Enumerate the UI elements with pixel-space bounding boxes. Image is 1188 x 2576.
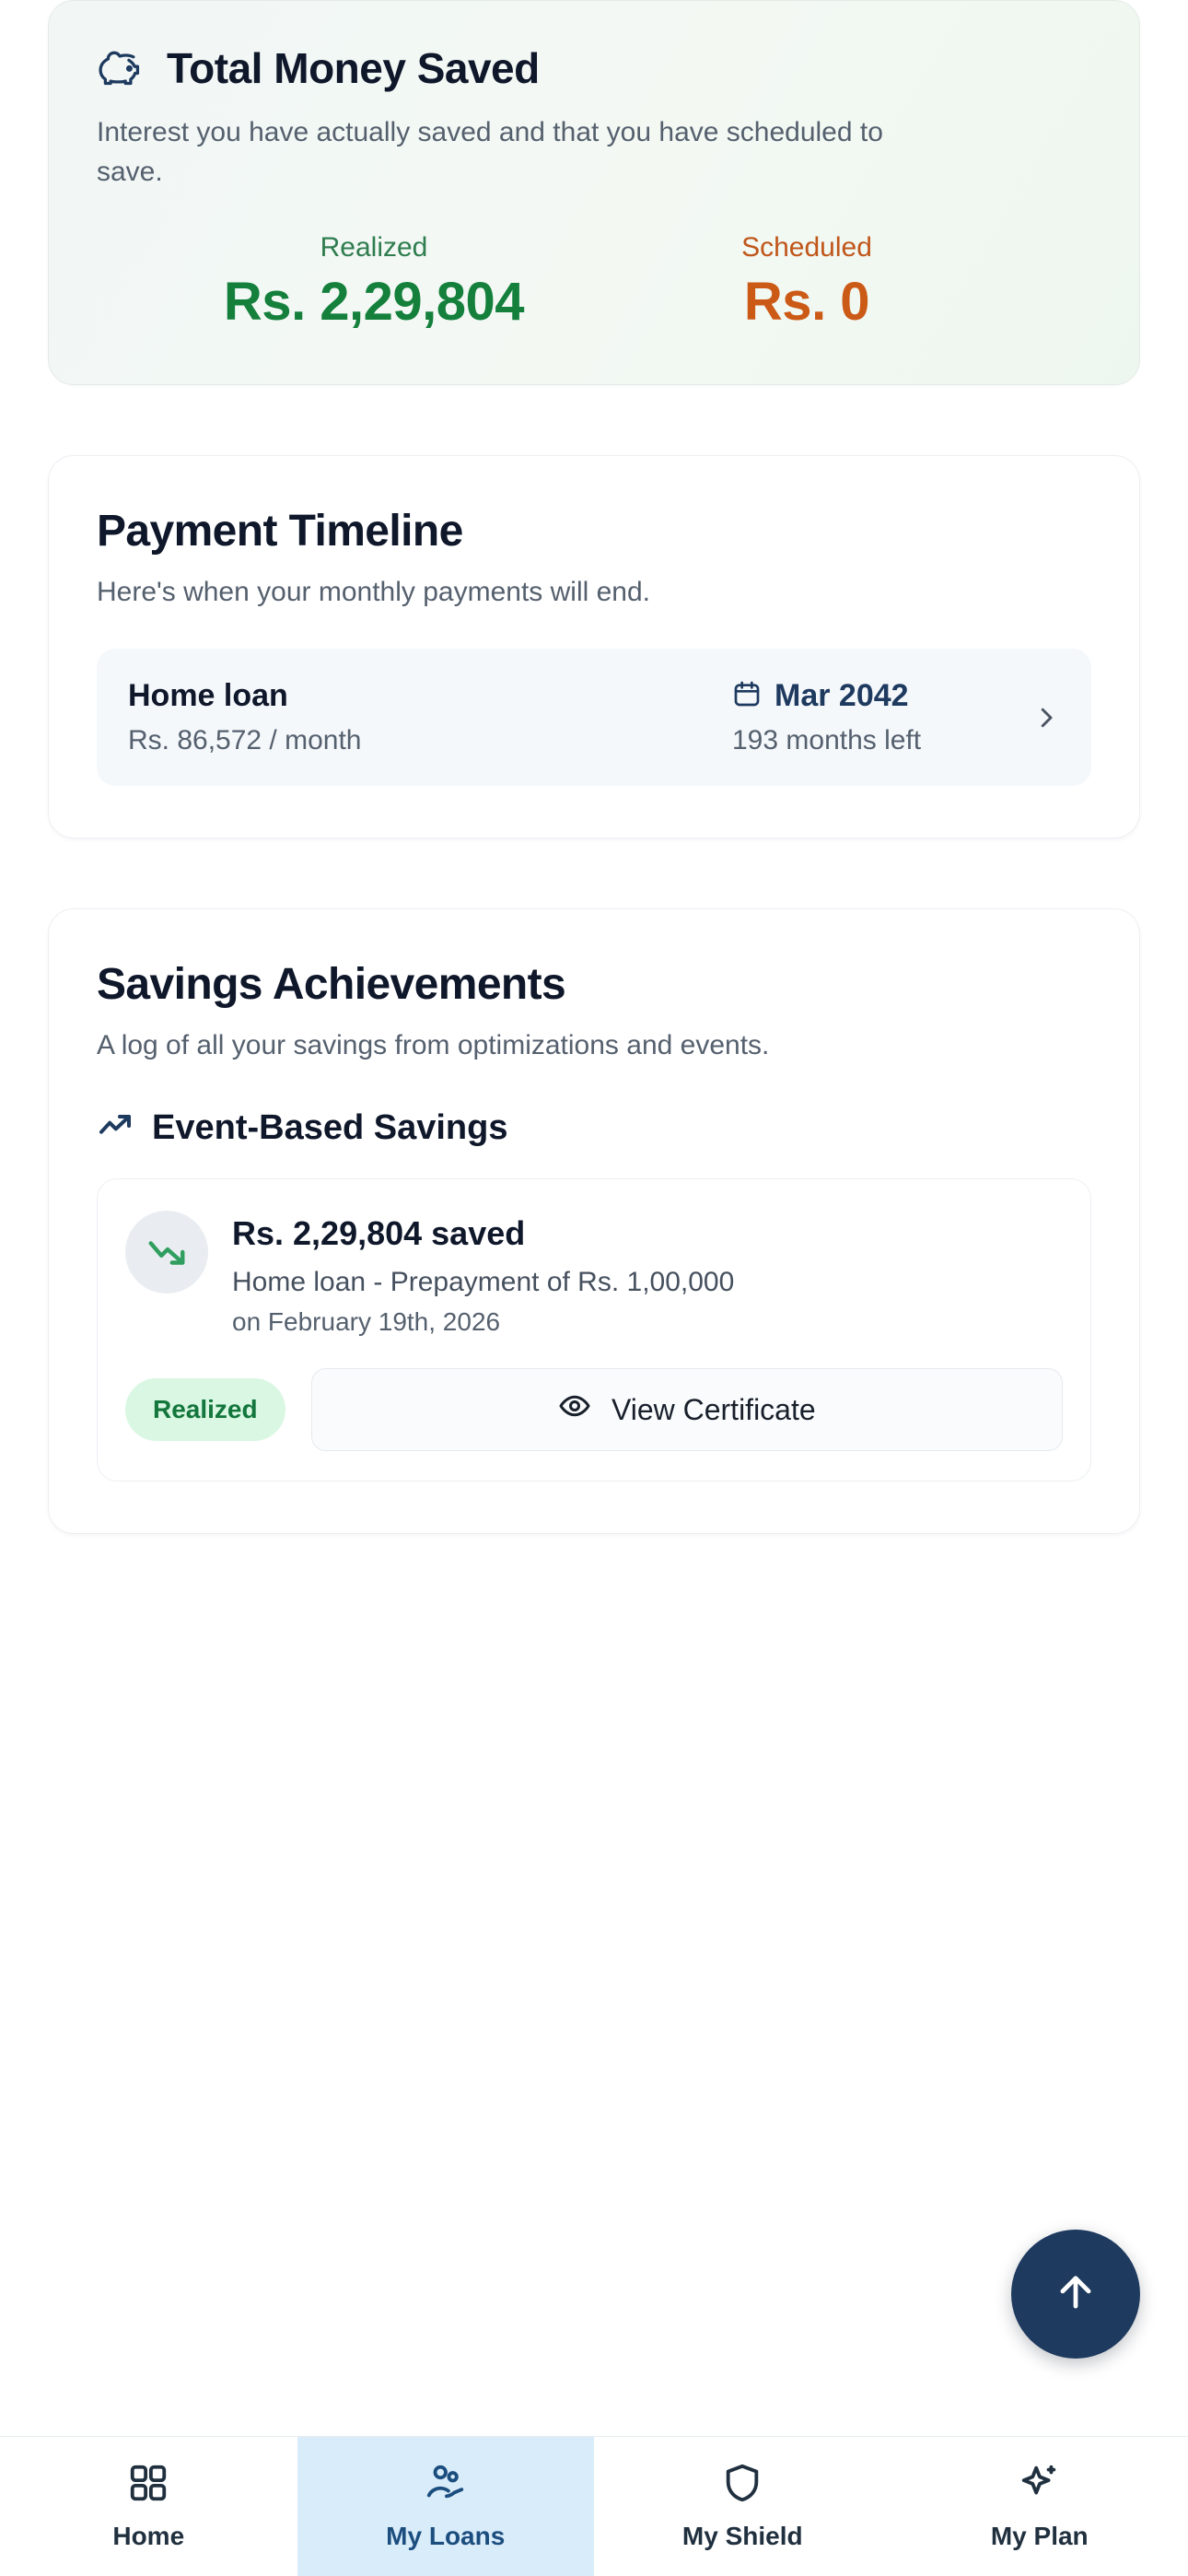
view-certificate-label: View Certificate: [611, 1392, 816, 1426]
timeline-loan-amount: Rs. 86,572 / month: [128, 725, 362, 756]
stat-realized-label: Realized: [320, 232, 428, 263]
nav-label-my-shield: My Shield: [681, 2522, 803, 2550]
achievement-actions: [125, 1368, 1063, 1451]
stat-scheduled: [590, 232, 1023, 333]
calendar-icon: [732, 679, 762, 713]
grid-icon: [127, 2462, 169, 2509]
arrow-up-icon: [1052, 2268, 1100, 2321]
achievement-text: [232, 1211, 1063, 1337]
sparkle-icon: [1019, 2462, 1061, 2509]
savings-card-title: Total Money Saved: [167, 44, 540, 92]
achievement-date: on February 19th, 2026: [232, 1307, 501, 1337]
loans-icon: [425, 2462, 467, 2509]
stat-scheduled-label: Scheduled: [741, 232, 872, 263]
timeline-loan-name: Home loan: [128, 678, 288, 714]
trending-up-icon: [97, 1107, 134, 1149]
scroll-to-top-button[interactable]: [1011, 2230, 1140, 2359]
timeline-end-date: Mar 2042: [775, 678, 909, 714]
stat-scheduled-value: Rs. 0: [743, 272, 870, 333]
nav-item-home[interactable]: [0, 2437, 297, 2576]
nav-item-my-shield[interactable]: [594, 2437, 891, 2576]
timeline-months-left: 193 months left: [732, 725, 922, 756]
event-based-savings-header: [97, 1107, 1091, 1149]
savings-card-subtitle: Interest you have actually saved and that you have scheduled to save.: [97, 117, 883, 187]
savings-achievements-subtitle: A log of all your savings from optimizations and events.: [97, 1030, 770, 1061]
payment-timeline-title: Payment Timeline: [97, 507, 463, 556]
total-money-saved-card: [48, 0, 1140, 385]
nav-item-my-plan[interactable]: [891, 2437, 1188, 2576]
piggy-bank-icon: [97, 48, 146, 88]
eye-icon: [558, 1389, 591, 1430]
savings-achievements-card: [48, 908, 1140, 1534]
trending-down-icon: [125, 1211, 208, 1294]
achievement-description: Home loan - Prepayment of Rs. 1,00,000: [232, 1267, 735, 1298]
stat-realized-value: Rs. 2,29,804: [223, 272, 525, 333]
chevron-right-icon[interactable]: [1032, 704, 1060, 732]
achievement-main: [125, 1211, 1063, 1337]
timeline-row[interactable]: [97, 649, 1091, 786]
shield-icon: [721, 2462, 763, 2509]
timeline-row-left: [128, 678, 716, 756]
savings-card-header: [97, 43, 1091, 93]
achievement-item: [97, 1178, 1091, 1481]
nav-label-my-plan: My Plan: [990, 2522, 1089, 2550]
timeline-date-line: [732, 678, 1008, 714]
savings-stats: [97, 232, 1091, 333]
status-badge: Realized: [125, 1378, 285, 1441]
payment-timeline-subtitle: Here's when your monthly payments will end.: [97, 577, 650, 608]
payment-timeline-card: [48, 455, 1140, 838]
timeline-row-right: [732, 678, 1008, 756]
savings-achievements-title: Savings Achievements: [97, 960, 566, 1010]
view-certificate-button[interactable]: [311, 1368, 1063, 1451]
event-based-savings-title: Event-Based Savings: [152, 1108, 508, 1148]
bottom-navigation: [0, 2436, 1188, 2576]
achievement-amount: Rs. 2,29,804 saved: [232, 1214, 526, 1253]
stat-realized: [157, 232, 590, 333]
nav-label-home: Home: [112, 2522, 185, 2550]
nav-label-my-loans: My Loans: [386, 2522, 506, 2550]
nav-item-my-loans[interactable]: [297, 2437, 595, 2576]
